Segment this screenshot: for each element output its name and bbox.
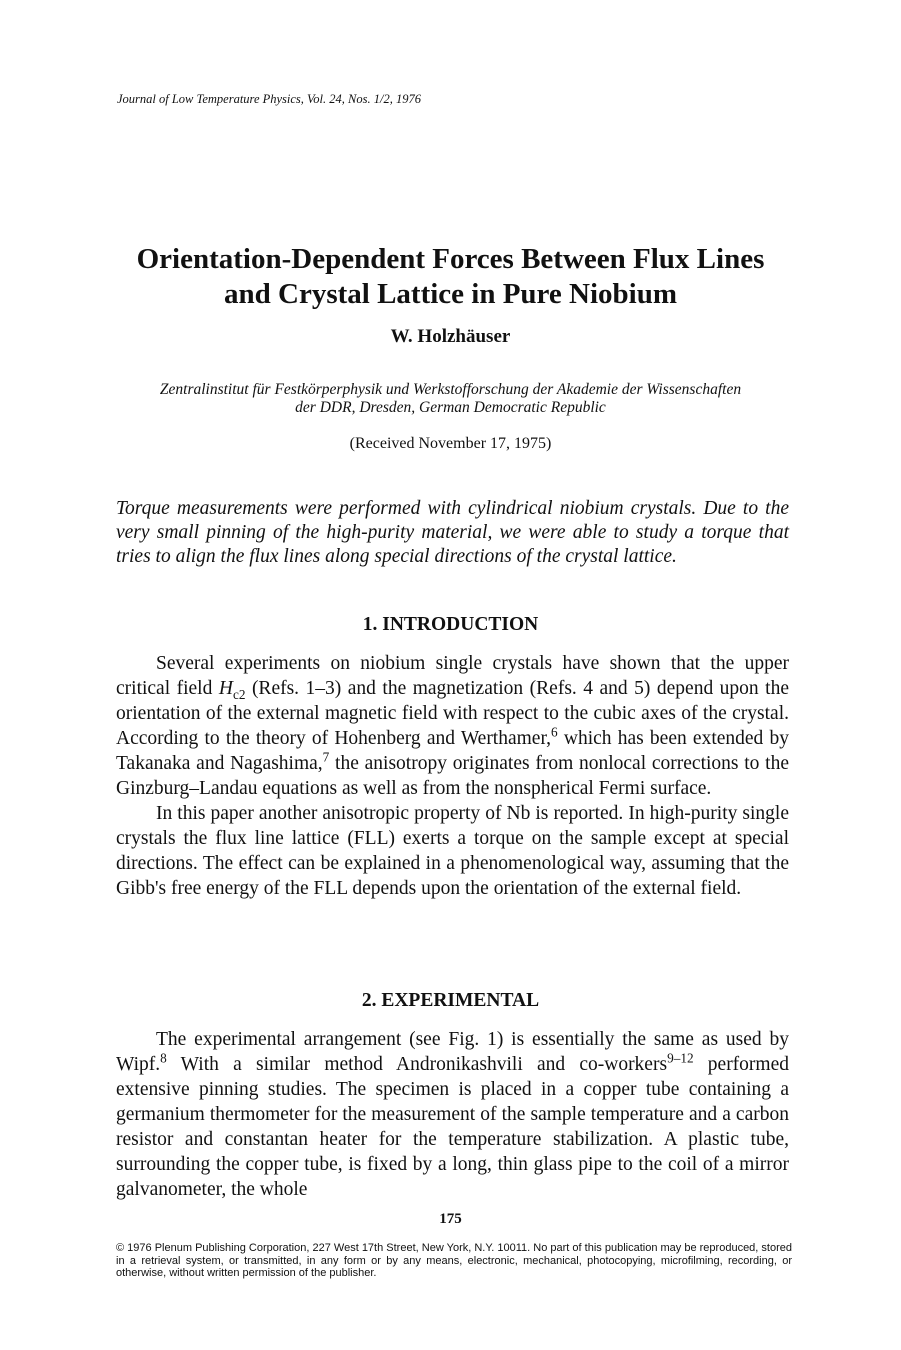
reference-8: 8: [160, 1050, 167, 1066]
page-number: 175: [439, 1211, 462, 1227]
section-heading-introduction: 1. INTRODUCTION: [362, 614, 539, 635]
title-line-1: Orientation-Dependent Forces Between Flux Lines: [136, 243, 765, 275]
paper-title: [60, 242, 841, 312]
text-run: The experimental arrangement (see Fig. 1) is essentially the same as used by Wipf.: [116, 1029, 789, 1075]
journal-citation: Journal of Low Temperature Physics, Vol. 24, Nos. 1/2, 1976: [117, 92, 421, 106]
section-experimental-body: [116, 1027, 789, 1202]
reference-6: 6: [551, 724, 558, 740]
paragraph: In this paper another anisotropic property of Nb is reported. In high-purity single crystals the flux line lattice (FLL) exerts a torque on the sample except at special directions. The effect can be explained in a phenomenological way, assuming that the Gibb's free energy of the FLL depends upon the orientation of the external field.: [116, 803, 789, 899]
subscript-c2: c2: [232, 686, 246, 702]
text-run: the anisotropy originates from nonlocal corrections to the Ginzburg–Landau equations as well as from the nonspherical Fermi surface.: [116, 753, 789, 799]
copyright-notice: © 1976 Plenum Publishing Corporation, 227 West 17th Street, New York, N.Y. 10011. No part of this publication may be reproduced, stored in a retrieval system, or transmitted, in any form or by any means, electronic, mechanical, photocopying, microfilming, recording, or otherwise, without written permission of the publisher.: [116, 1242, 792, 1279]
section-introduction-body: [116, 651, 789, 901]
section-heading-experimental: 2. EXPERIMENTAL: [361, 990, 540, 1011]
affiliation-line-2: der DDR, Dresden, German Democratic Republic: [295, 399, 606, 416]
reference-9-12: 9–12: [667, 1050, 694, 1066]
text-run: which has been extended by Takanaka and Nagashima,: [116, 728, 789, 774]
symbol-H: H: [218, 678, 233, 699]
text-run: (Refs. 1–3) and the magnetization (Refs. 4 and 5) depend upon the orientation of the external magnetic field with respect to the cubic axes of the crystal. According to the theory of Hohenberg and Werthamer,: [116, 678, 789, 749]
paragraph: [116, 651, 789, 801]
title-line-2: and Crystal Lattice in Pure Niobium: [224, 278, 677, 310]
text-run: performed extensive pinning studies. The specimen is placed in a copper tube containing a germanium thermometer for the measurement of the sample temperature and a carbon resistor and constantan heater for the temperature stabilization. A plastic tube, surrounding the copper tube, is fixed by a long, thin glass pipe to the coil of a mirror galvanometer, the whole: [116, 1054, 789, 1200]
paragraph: [116, 1027, 789, 1202]
affiliation: [90, 381, 811, 417]
abstract: Torque measurements were performed with cylindrical niobium crystals. Due to the very small pinning of the high-purity material, we were able to study a torque that tries to align the flux lines along special directions of the crystal lattice.: [116, 498, 789, 567]
received-date: (Received November 17, 1975): [349, 435, 552, 452]
text-run: With a similar method Andronikashvili and co-workers: [166, 1054, 668, 1075]
reference-7: 7: [322, 749, 330, 765]
text-run: Several experiments on niobium single crystals have shown that the upper critical field: [116, 653, 789, 699]
author-name: W. Holzhäuser: [390, 326, 511, 347]
affiliation-line-1: Zentralinstitut für Festkörperphysik und Werkstofforschung der Akademie der Wissenschaften: [159, 381, 742, 398]
